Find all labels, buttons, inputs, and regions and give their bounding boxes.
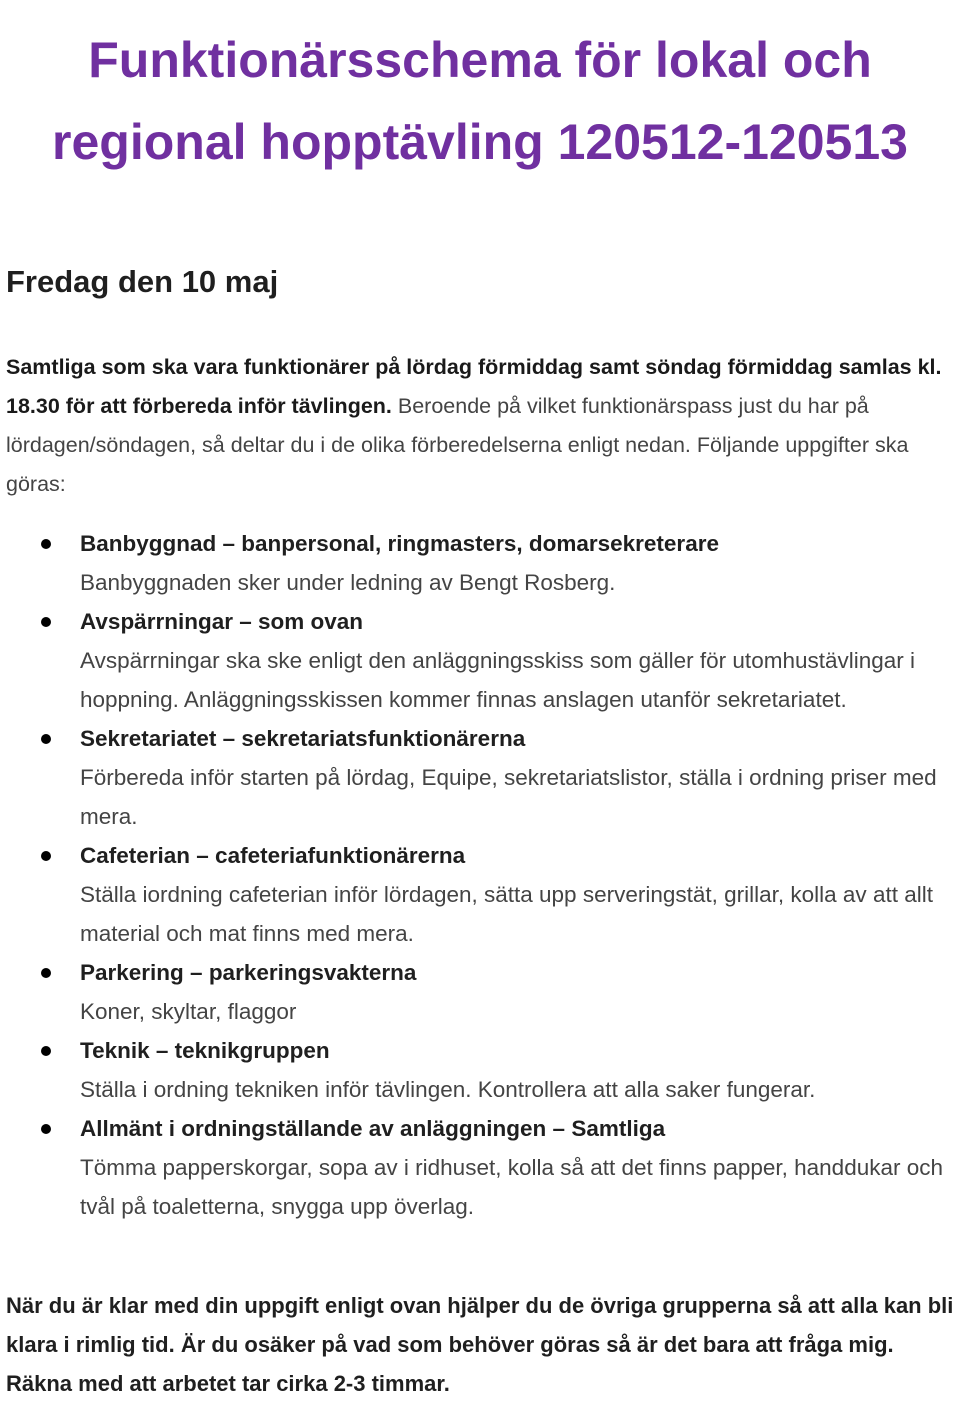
closing-paragraph: När du är klar med din uppgift enligt ovan hjälper du de övriga grupperna så att alla kan bli klara i rimlig tid. Är du osäker på vad som behöver göras så är det bara att fråga mig. Räkna med att arbetet tar cirka 2-3 timmar.: [6, 1293, 954, 1396]
document-title: [0, 19, 960, 183]
task-item: [0, 719, 950, 836]
bullet-icon: [41, 1046, 51, 1056]
bullet-icon: [41, 539, 51, 549]
bullet-icon: [41, 968, 51, 978]
task-item: [0, 836, 950, 953]
intro-rest-text: Beroende på vilket funktionärspass just du har på lördagen/söndagen, så deltar du i de olika förberedelserna enligt nedan. Följande uppgifter ska göras:: [6, 394, 909, 496]
task-list: [0, 524, 950, 1226]
title-line-1: Funktionärsschema för lokal och: [88, 31, 872, 88]
task-description: Koner, skyltar, flaggor: [80, 999, 297, 1024]
task-item: [0, 1031, 950, 1109]
title-line-3: 120512-120513: [557, 113, 908, 170]
task-heading: Banbyggnad – banpersonal, ringmasters, domarsekreterare: [80, 531, 719, 556]
task-item: [0, 953, 950, 1031]
task-heading: Allmänt i ordningställande av anläggningen – Samtliga: [80, 1116, 666, 1141]
day-heading: Fredag den 10 maj: [6, 264, 279, 299]
task-item: [0, 1109, 950, 1226]
task-heading: Cafeterian – cafeteriafunktionärerna: [80, 843, 466, 868]
bullet-icon: [41, 734, 51, 744]
intro-paragraph: [6, 348, 954, 504]
task-item: [0, 602, 950, 719]
title-line-2: regional hopptävling: [52, 113, 544, 170]
task-description: Banbyggnaden sker under ledning av Bengt Rosberg.: [80, 570, 616, 595]
task-heading: Parkering – parkeringsvakterna: [80, 960, 417, 985]
intro-bold-text: Samtliga som ska vara funktionärer på lördag förmiddag samt söndag förmiddag samlas kl. 18.30 för att förbereda inför tävlingen.: [6, 355, 942, 418]
task-description: Förbereda inför starten på lördag, Equipe, sekretariatslistor, ställa i ordning priser med mera.: [80, 765, 937, 829]
bullet-icon: [41, 1124, 51, 1134]
task-heading: Avspärrningar – som ovan: [80, 609, 364, 634]
task-description: Avspärrningar ska ske enligt den anläggningsskiss som gäller för utomhustävlingar i hoppning. Anläggningsskissen kommer finnas anslagen utanför sekretariatet.: [80, 648, 916, 712]
task-heading: Teknik – teknikgruppen: [80, 1038, 330, 1063]
bullet-icon: [41, 851, 51, 861]
bullet-icon: [41, 617, 51, 627]
task-heading: Sekretariatet – sekretariatsfunktionärerna: [80, 726, 526, 751]
task-description: Ställa iordning cafeterian inför lördagen, sätta upp serveringstät, grillar, kolla av att allt material och mat finns med mera.: [80, 882, 933, 946]
task-item: [0, 524, 950, 602]
task-description: Tömma papperskorgar, sopa av i ridhuset, kolla så att det finns papper, handdukar och tvål på toaletterna, snygga upp överlag.: [80, 1155, 944, 1219]
task-description: Ställa i ordning tekniken inför tävlingen. Kontrollera att alla saker fungerar.: [80, 1077, 816, 1102]
